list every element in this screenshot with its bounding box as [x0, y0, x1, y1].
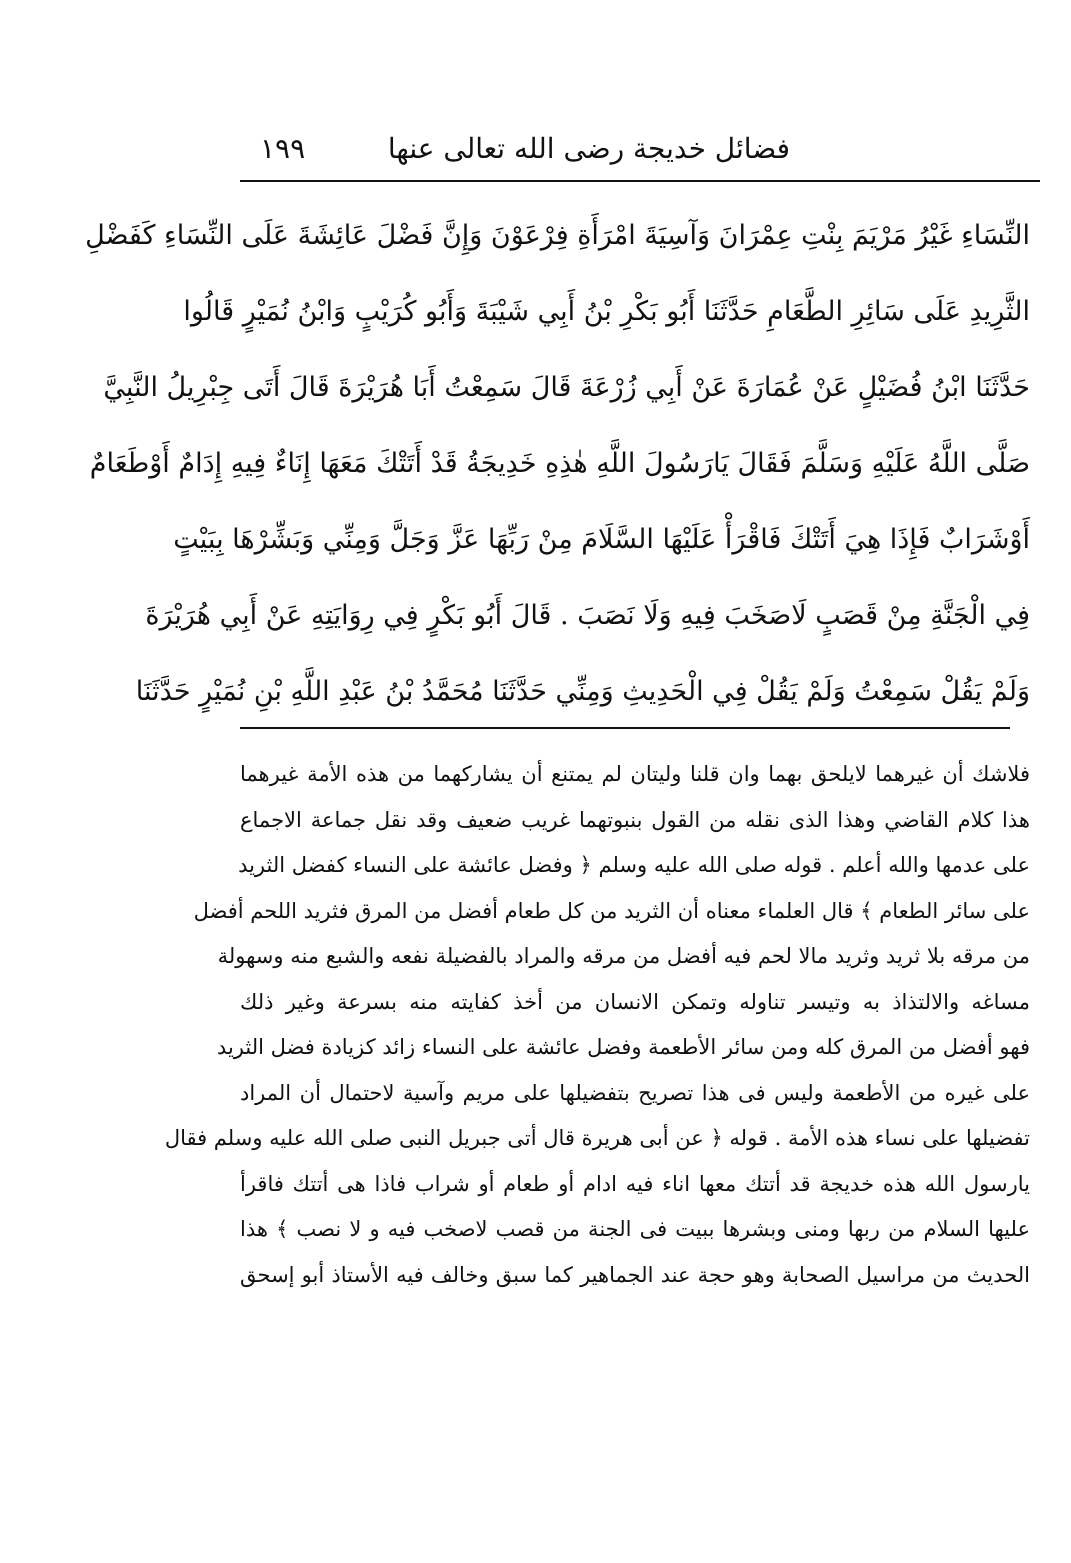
hadith-line: النِّسَاءِ غَيْرُ مَرْيَمَ بِنْتِ عِمْرَانَ وَآسِيَةَ امْرَأَةِ فِرْعَوْنَ وَإِنَّ فَضْلَ عَائِشَةَ عَلَى النِّسَاءِ كَفَضْلِ	[85, 220, 1030, 251]
hadith-line: وَلَمْ يَقُلْ سَمِعْتُ وَلَمْ يَقُلْ فِي الْحَدِيثِ وَمِنِّي حَدَّثَنَا مُحَمَّدُ بْنُ عَبْدِ اللَّهِ بْنِ نُمَيْرٍ حَدَّثَنَا	[135, 676, 1030, 707]
hadith-line: الثَّرِيدِ عَلَى سَائِرِ الطَّعَامِ حَدَّثَنَا أَبُو بَكْرِ بْنُ أَبِي شَيْبَةَ وَأَبُو كُرَيْبٍ وَابْنُ نُمَيْرٍ قَالُوا	[183, 296, 1030, 327]
commentary-line: الحديث من مراسيل الصحابة وهو حجة عند الجماهير كما سبق وخالف فيه الأستاذ أبو إسحق	[240, 1262, 1030, 1287]
hadith-line: صَلَّى اللَّهُ عَلَيْهِ وَسَلَّمَ فَقَالَ يَارَسُولَ اللَّهِ هٰذِهِ خَدِيجَةُ قَدْ أَتَتْكَ مَعَهَا إِنَاءٌ فِيهِ إِدَامٌ أَوْطَعَامٌ	[89, 448, 1030, 479]
commentary-line: على سائر الطعام ﴾ قال العلماء معناه أن الثريد من كل طعام أفضل من المرق فثريد اللحم أفضل	[193, 898, 1030, 923]
hadith-line: أَوْشَرَابٌ فَإِذَا هِيَ أَتَتْكَ فَاقْرَأْ عَلَيْهَا السَّلَامَ مِنْ رَبِّهَا عَزَّ وَجَلَّ وَمِنِّي وَبَشِّرْهَا بِبَيْتٍ	[173, 524, 1030, 555]
chapter-title: فضائل خديجة رضى الله تعالى عنها	[387, 132, 790, 165]
commentary-line: من مرقه بلا ثريد وثريد مالا لحم فيه أفضل من مرقه والمراد بالفضيلة نفعه والشبع منه وسهولة	[217, 944, 1030, 968]
commentary-line: فهو أفضل من المرق كله ومن سائر الأطعمة وفضل عائشة على النساء زائد كزيادة فضل الثريد	[216, 1035, 1030, 1059]
hadith-line: فِي الْجَنَّةِ مِنْ قَصَبٍ لَاصَخَبَ فِيهِ وَلَا نَصَبَ . قَالَ أَبُو بَكْرٍ فِي رِوَايَتِهِ عَنْ أَبِي هُرَيْرَةَ	[145, 600, 1030, 631]
commentary-line: هذا كلام القاضي وهذا الذى نقله من القول بنبوتهما غريب ضعيف وقد نقل جماعة الاجماع	[240, 807, 1030, 832]
page-header	[240, 130, 1040, 176]
commentary-text-block	[164, 752, 1030, 1298]
commentary-line: عليها السلام من ربها ومنى وبشرها ببيت فى الجنة من قصب لاصخب فيه و لا نصب ﴾ هذا	[240, 1217, 1030, 1241]
commentary-line: على عدمها والله أعلم . قوله صلى الله عليه وسلم ﴿ وفضل عائشة على النساء كفضل الثريد	[238, 853, 1030, 877]
hadith-text-block	[85, 198, 1030, 730]
hadith-line: حَدَّثَنَا ابْنُ فُضَيْلٍ عَنْ عُمَارَةَ عَنْ أَبِي زُرْعَةَ قَالَ سَمِعْتُ أَبَا هُرَيْرَةَ قَالَ أَتَى جِبْرِيلُ النَّبِيَّ	[103, 372, 1030, 403]
commentary-line: يارسول الله هذه خديجة قد أتتك معها اناء فيه ادام أو طعام أو شراب فاذا هى أتتك فاقرأ	[240, 1171, 1030, 1196]
header-divider	[240, 180, 1040, 182]
page-number: ١٩٩	[260, 132, 306, 165]
commentary-line: على غيره من الأطعمة وليس فى هذا تصريح بتفضيلها على مريم وآسية لاحتمال أن المراد	[240, 1080, 1030, 1105]
commentary-divider	[240, 727, 1010, 729]
commentary-line: فلاشك أن غيرهما لايلحق بهما وان قلنا وليتان لم يمتنع أن يشاركهما من هذه الأمة غيرهما	[240, 762, 1030, 786]
commentary-line: مساغه والالتذاذ به وتيسر تناوله وتمكن الانسان من أخذ كفايته منه بسرعة وغير ذلك	[240, 989, 1030, 1014]
commentary-line: تفضيلها على نساء هذه الأمة . قوله ﴿ عن أبى هريرة قال أتى جبريل النبى صلى الله عليه وسلم فقال	[164, 1126, 1030, 1150]
